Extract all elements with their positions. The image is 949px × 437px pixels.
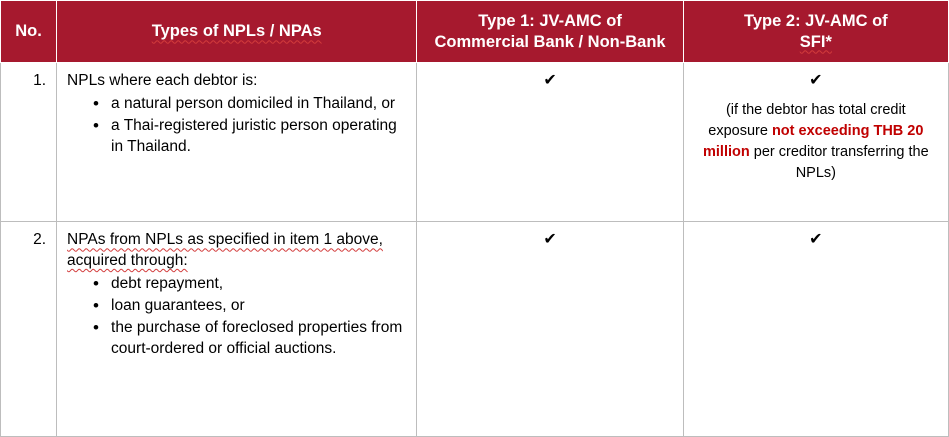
list-item: • a Thai-registered juristic person operating in Thailand.	[93, 116, 406, 158]
row-description-lead: NPLs where each debtor is:	[67, 72, 258, 90]
row-description	[57, 222, 417, 437]
list-item: • the purchase of foreclosed properties from court-ordered or official auctions.	[93, 318, 406, 360]
row-description-bullets	[67, 274, 406, 360]
column-header-type2-line2: SFI*	[799, 32, 832, 51]
table-row	[1, 222, 949, 437]
list-item: • debt repayment,	[93, 274, 406, 295]
type2-eligibility-cell	[683, 63, 948, 222]
list-item: • a natural person domiciled in Thailand, or	[93, 94, 406, 115]
table-row	[1, 63, 949, 222]
type1-eligibility-cell	[417, 63, 683, 222]
row-description-lead	[67, 230, 406, 272]
column-header-type1-line1: Type 1: JV-AMC of	[478, 12, 622, 30]
table-header	[1, 1, 949, 63]
list-item: • loan guarantees, or	[93, 296, 406, 317]
column-header-type1-line2: Commercial Bank / Non-Bank	[434, 32, 666, 51]
column-header-type1	[417, 1, 683, 63]
check-icon: ✔	[543, 231, 557, 249]
row-number: 2.	[1, 222, 57, 437]
row-number: 1.	[1, 63, 57, 222]
column-header-type2	[683, 1, 948, 63]
type2-eligibility-cell	[683, 222, 948, 437]
column-header-types	[57, 1, 417, 63]
note-text-post: per creditor transferring the NPLs)	[749, 144, 929, 182]
check-icon: ✔	[809, 72, 823, 90]
column-header-type2-line1: Type 2: JV-AMC of	[744, 12, 888, 30]
note-text-pre: (if the debtor has total credit exposure	[708, 102, 906, 140]
row-description	[57, 63, 417, 222]
row-description-lead-text: NPAs from NPLs as specified in item 1 above, acquired through:	[67, 231, 383, 270]
check-icon: ✔	[543, 72, 557, 90]
column-header-types-label: Types of NPLs / NPAs	[151, 22, 322, 41]
column-header-no: No.	[1, 1, 57, 63]
note-text-highlight: not exceeding THB 20 million	[703, 123, 924, 161]
table-body	[1, 63, 949, 437]
row-description-bullets	[67, 94, 406, 158]
type1-eligibility-cell	[417, 222, 683, 437]
type2-condition-note	[694, 100, 938, 184]
table-header-row	[1, 1, 949, 63]
check-icon: ✔	[809, 231, 823, 249]
